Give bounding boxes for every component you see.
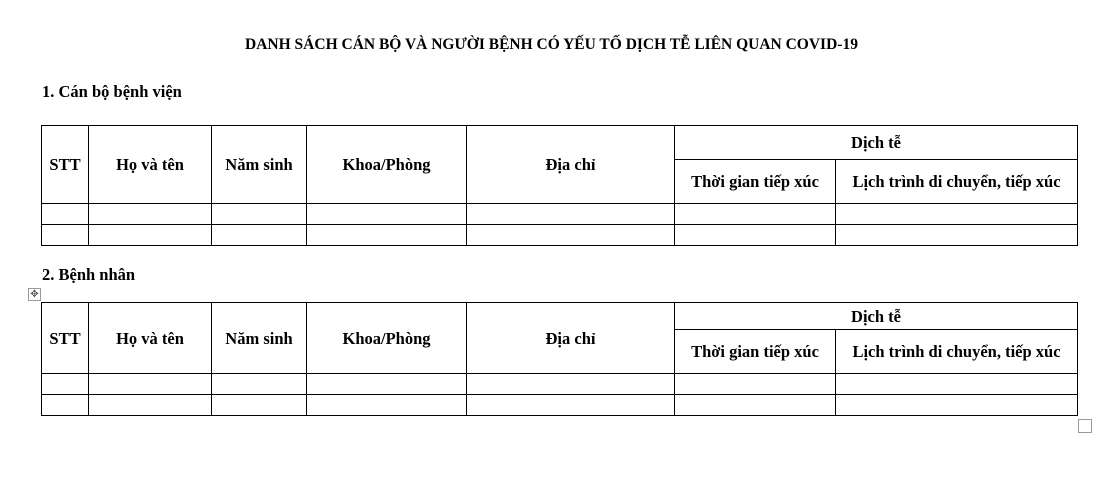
table-cell[interactable] <box>307 395 467 416</box>
table-cell[interactable] <box>42 374 89 395</box>
table-cell[interactable] <box>836 225 1078 246</box>
table-cell[interactable] <box>675 225 836 246</box>
header-department: Khoa/Phòng <box>307 303 467 374</box>
table-cell[interactable] <box>212 374 307 395</box>
header-contact-time: Thời gian tiếp xúc <box>675 330 836 374</box>
header-epidemiology: Dịch tễ <box>675 126 1078 160</box>
table-cell[interactable] <box>89 395 212 416</box>
table-cell[interactable] <box>467 225 675 246</box>
table-row <box>42 374 1078 395</box>
header-name: Họ và tên <box>89 126 212 204</box>
section-heading-staff: 1. Cán bộ bệnh viện <box>42 82 182 101</box>
header-stt: STT <box>42 303 89 374</box>
table-cell[interactable] <box>212 225 307 246</box>
document-title: DANH SÁCH CÁN BỘ VÀ NGƯỜI BỆNH CÓ YẾU TỐ DỊCH TỄ LIÊN QUAN COVID-19 <box>245 36 858 53</box>
table-cell[interactable] <box>467 374 675 395</box>
table-cell[interactable] <box>42 225 89 246</box>
resize-square-icon[interactable] <box>1078 419 1092 433</box>
header-travel-contact: Lịch trình di chuyển, tiếp xúc <box>836 330 1078 374</box>
header-epidemiology: Dịch tễ <box>675 303 1078 330</box>
table-cell[interactable] <box>467 204 675 225</box>
table-cell[interactable] <box>675 204 836 225</box>
table-cell[interactable] <box>89 374 212 395</box>
header-contact-time: Thời gian tiếp xúc <box>675 160 836 204</box>
table-cell[interactable] <box>89 204 212 225</box>
table-cell[interactable] <box>675 395 836 416</box>
table-cell[interactable] <box>89 225 212 246</box>
table-cell[interactable] <box>836 374 1078 395</box>
table-row <box>42 395 1078 416</box>
header-travel-contact: Lịch trình di chuyển, tiếp xúc <box>836 160 1078 204</box>
patient-table <box>41 302 1078 416</box>
table-cell[interactable] <box>212 395 307 416</box>
section-heading-patients: 2. Bệnh nhân <box>42 265 136 284</box>
header-birth-year: Năm sinh <box>212 126 307 204</box>
table-cell[interactable] <box>42 395 89 416</box>
table-cell[interactable] <box>307 225 467 246</box>
header-stt: STT <box>42 126 89 204</box>
table-cell[interactable] <box>836 204 1078 225</box>
header-name: Họ và tên <box>89 303 212 374</box>
table-cell[interactable] <box>42 204 89 225</box>
table-cell[interactable] <box>307 374 467 395</box>
table-cell[interactable] <box>675 374 836 395</box>
table-cell[interactable] <box>212 204 307 225</box>
table-row <box>42 204 1078 225</box>
table-cell[interactable] <box>836 395 1078 416</box>
table-cell[interactable] <box>467 395 675 416</box>
header-department: Khoa/Phòng <box>307 126 467 204</box>
table-row <box>42 225 1078 246</box>
header-birth-year: Năm sinh <box>212 303 307 374</box>
move-arrows-icon[interactable]: ✥ <box>28 288 41 301</box>
table-cell[interactable] <box>307 204 467 225</box>
header-address: Địa chỉ <box>467 303 675 374</box>
header-address: Địa chỉ <box>467 126 675 204</box>
staff-table <box>41 125 1078 246</box>
